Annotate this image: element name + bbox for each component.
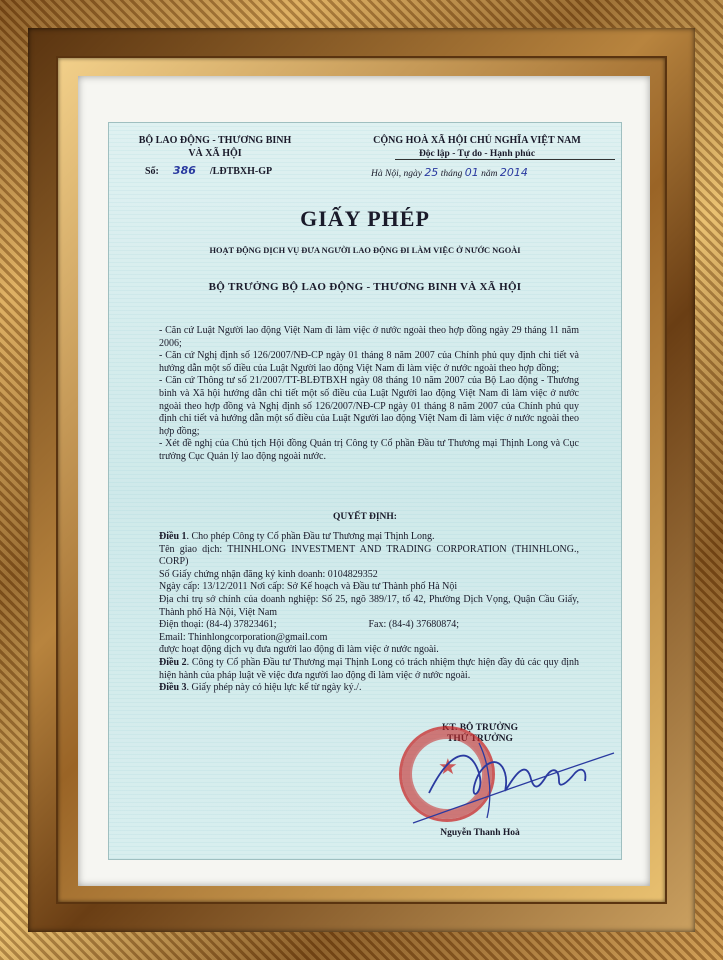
article-2 [159, 657, 579, 682]
preamble-item: - Căn cứ Thông tư số 21/2007/TT-BLĐTBXH ngày 08 tháng 10 năm 2007 của Bộ Lao động - Thương binh và Xã hội hướng dẫn chi tiết một số điều của Luật Người lao động Việt Nam đi làm việc ở nước ngoài theo hợp đồng và Nghị định số 126/2007/NĐ-CP ngày 01 tháng 8 năm 2007 của Chính phủ quy định chi tiết và hướng dẫn một số điều của Luật Người lao động Việt Nam đi làm việc ở nước ngoài theo hợp đồng; [159, 375, 579, 437]
document-number [145, 165, 272, 179]
preamble-item: - Xét đề nghị của Chủ tịch Hội đồng Quản trị Công ty Cổ phần Đầu tư Thương mại Thịnh Long và Cục trưởng Cục Quản lý lao động ngoài nước. [159, 438, 579, 462]
article-3-label: Điều 3 [159, 682, 187, 694]
date-month: 01 [464, 166, 479, 179]
permitted-activity: được hoạt động dịch vụ đưa người lao động đi làm việc ở nước ngoài. [159, 644, 439, 656]
company-address: Địa chỉ trụ sở chính của doanh nghiệp: Số 25, ngõ 389/17, tổ 42, Phường Dịch Vọng, Quận Cầu Giấy, Thành phố Hà Nội, Việt Nam [159, 593, 579, 618]
year-label: năm [481, 169, 498, 179]
ministry-line2: VÀ XÃ HỘI [188, 147, 242, 159]
number-value: 386 [172, 164, 196, 177]
trade-name: Tên giao dịch: THINHLONG INVESTMENT AND TRADING CORPORATION (THINHLONG., CORP) [159, 543, 579, 568]
motto: Độc lập - Tự do - Hạnh phúc [418, 148, 536, 159]
articles [159, 531, 579, 695]
decision-heading: QUYẾT ĐỊNH: [333, 512, 397, 522]
ministry-header [115, 135, 315, 160]
star-icon: ★ [438, 754, 458, 779]
issue-info: Ngày cấp: 13/12/2011 Nơi cấp: Sở Kế hoạch và Đầu tư Thành phố Hà Nội [159, 581, 458, 593]
number-prefix: Số: [145, 166, 159, 177]
preamble-item: - Căn cứ Nghị định số 126/2007/NĐ-CP ngày 01 tháng 8 năm 2007 của Chính phủ quy định chi tiết và hướng dẫn một số điều của Luật Người lao động Việt Nam đi làm việc ở nước ngoài theo hợp đồng; [159, 350, 579, 374]
article-1-text: . Cho phép Công ty Cổ phần Đầu tư Thương mại Thịnh Long. [186, 531, 435, 542]
document-subtitle: HOẠT ĐỘNG DỊCH VỤ ĐƯA NGƯỜI LAO ĐỘNG ĐI LÀM VIỆC Ở NƯỚC NGOÀI [209, 246, 521, 255]
month-label: tháng [440, 169, 463, 179]
nation-header [337, 135, 617, 160]
preamble-item: - Căn cứ Luật Người lao động Việt Nam đi làm việc ở nước ngoài theo hợp đồng ngày 29 tháng 11 năm 2006; [159, 325, 579, 349]
fax: Fax: (84-4) 37680874; [368, 619, 460, 631]
registration-number: Số Giấy chứng nhận đăng ký kinh doanh: 0104829352 [159, 568, 378, 580]
license-document [108, 122, 622, 860]
place-date [371, 167, 528, 181]
email: Email: Thinhlongcorporation@gmail.com [159, 631, 328, 643]
date-day: 25 [424, 166, 439, 179]
preamble [159, 325, 579, 464]
article-3 [159, 682, 579, 695]
nation-line: CỘNG HOÀ XÃ HỘI CHỦ NGHĨA VIỆT NAM [373, 135, 581, 146]
article-2-text: . Công ty Cổ phần Đầu tư Thương mại Thịnh Long có trách nhiệm thực hiện đầy đủ các quy định hiện hành của pháp luật về việc đưa người lao động đi làm việc ở nước ngoài. [159, 656, 580, 681]
document-title: GIẤY PHÉP [300, 206, 430, 231]
article-3-text: . Giấy phép này có hiệu lực kể từ ngày ký./. [186, 682, 362, 694]
article-1 [159, 531, 579, 544]
issuer-heading: BỘ TRƯỞNG BỘ LAO ĐỘNG - THƯƠNG BINH VÀ XÃ HỘI [208, 281, 522, 293]
article-2-label: Điều 2 [159, 656, 187, 668]
signature-scribble [409, 723, 619, 833]
phone: Điện thoại: (84-4) 37823461; [159, 619, 277, 631]
ministry-line1: BỘ LAO ĐỘNG - THƯƠNG BINH [138, 135, 292, 146]
article-1-label: Điều 1 [159, 531, 187, 542]
motto-underline [395, 159, 615, 160]
place-date-prefix: Hà Nội, ngày [371, 169, 422, 179]
number-suffix: /LĐTBXH-GP [209, 166, 273, 177]
date-year: 2014 [499, 166, 528, 179]
role-line2: THỨ TRƯỞNG [447, 734, 513, 744]
role-line1: KT. BỘ TRƯỞNG [441, 723, 519, 733]
signer-name: Nguyễn Thanh Hoà [440, 828, 520, 838]
contact-line [159, 619, 579, 632]
